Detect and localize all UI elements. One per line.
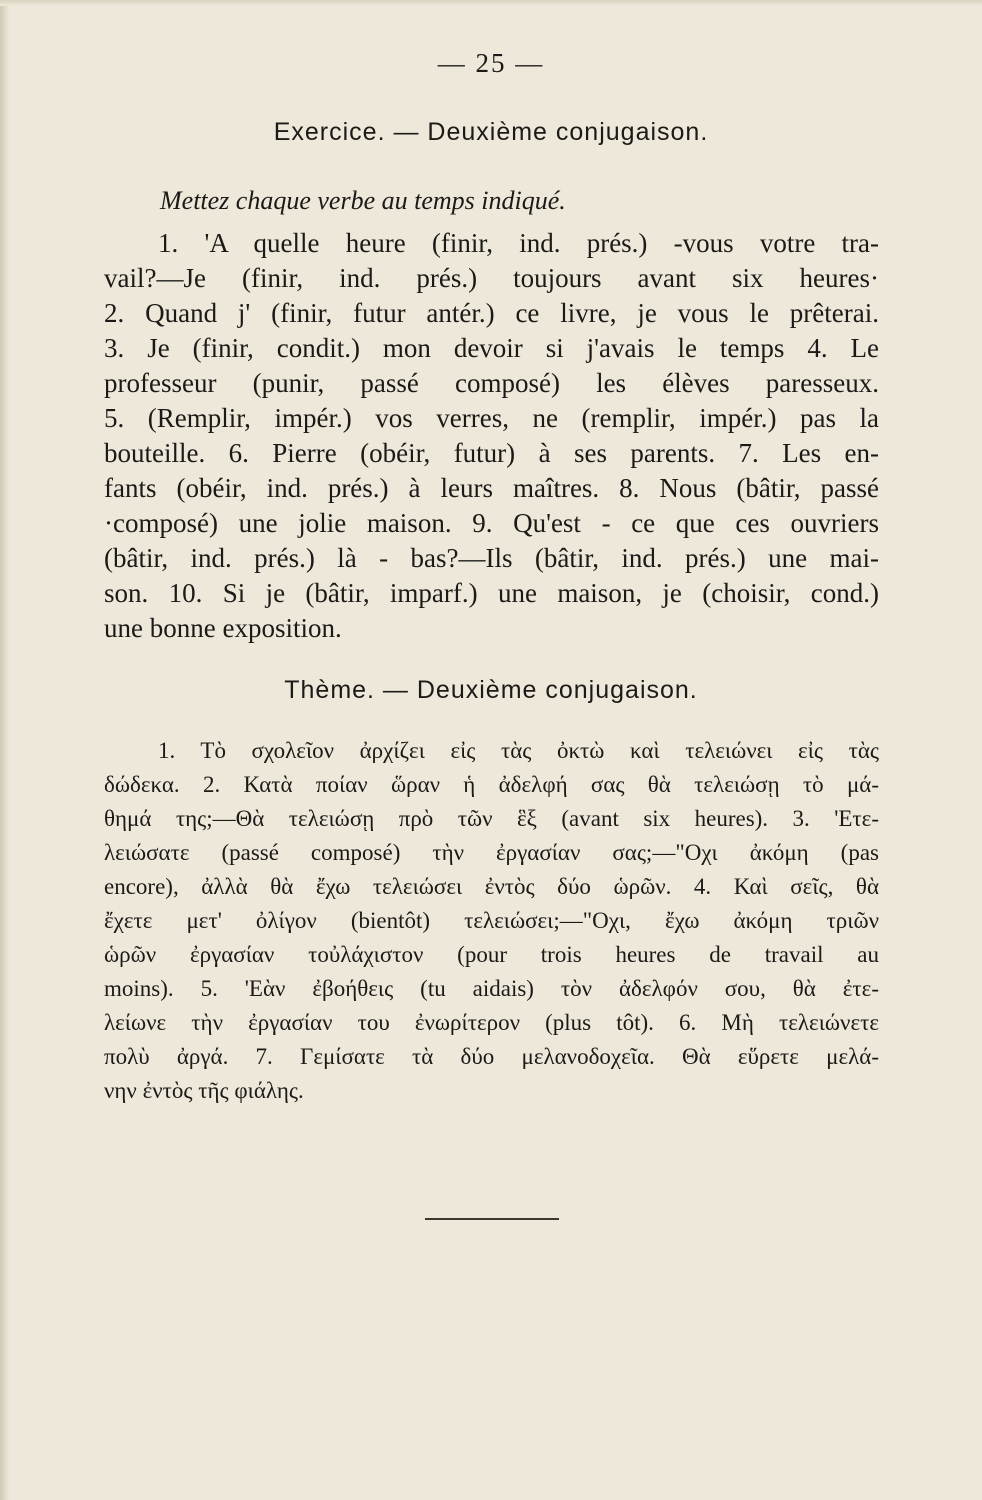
exercise-line: 5. (Remplir, impér.) vos verres, ne (remplir, impér.) pas la <box>104 403 879 433</box>
exercise-line: professeur (punir, passé composé) les élèves paresseux. <box>104 368 879 398</box>
exercise-paragraph <box>104 226 879 646</box>
theme-line: θημά της;—Θὰ τελειώσῃ πρὸ τῶν ἓξ (avant six heures). 3. 'Ετε- <box>104 806 879 831</box>
exercise-line: 2. Quand j' (finir, futur antér.) ce livre, je vous le prêterai. <box>104 298 879 328</box>
theme-heading: Thème. — Deuxième conjugaison. <box>284 676 698 704</box>
page-gutter-shadow <box>0 0 10 1500</box>
page-number: — 25 — <box>437 48 545 78</box>
exercise-line: 3. Je (finir, condit.) mon devoir si j'avais le temps 4. Le <box>104 333 879 363</box>
exercise-instruction: Mettez chaque verbe au temps indiqué. <box>160 186 566 215</box>
theme-line: νην ἐντὸς τῆς φιάλης. <box>104 1078 304 1103</box>
theme-line: 1. Τὸ σχολεῖον ἀρχίζει εἰς τὰς ὀκτὼ καὶ τελειώνει εἰς τὰς <box>158 738 879 763</box>
exercise-line: bouteille. 6. Pierre (obéir, futur) à ses parents. 7. Les en- <box>104 438 879 468</box>
theme-line: moins). 5. 'Εὰν ἐβοήθεις (tu aidais) τὸν ἀδελφόν σου, θὰ ἐτε- <box>104 976 879 1001</box>
exercise-line: une bonne exposition. <box>104 613 342 643</box>
theme-line: πολὺ ἀργά. 7. Γεμίσατε τὰ δύο μελανοδοχεῖα. Θὰ εὕρετε μελά- <box>104 1044 879 1069</box>
exercise-heading: Exercice. — Deuxième conjugaison. <box>273 118 709 146</box>
theme-paragraph <box>104 734 879 1108</box>
exercise-line: (bâtir, ind. prés.) là - bas?—Ils (bâtir, ind. prés.) une mai- <box>104 543 879 573</box>
exercise-line: 1. 'A quelle heure (finir, ind. prés.) -vous votre tra- <box>158 228 879 258</box>
theme-line: encore), ἀλλὰ θὰ ἔχω τελειώσει ἐντὸς δύο ὡρῶν. 4. Καὶ σεῖς, θὰ <box>104 874 879 899</box>
exercise-line: vail?—Je (finir, ind. prés.) toujours avant six heures· <box>104 263 879 293</box>
theme-line: ὡρῶν ἐργασίαν τοὐλάχιστον (pour trois heures de travail au <box>104 942 879 967</box>
exercise-line: fants (obéir, ind. prés.) à leurs maîtres. 8. Nous (bâtir, passé <box>104 473 879 503</box>
theme-line: ἔχετε μετ' ὀλίγον (bientôt) τελειώσει;—"Οχι, ἔχω ἀκόμη τριῶν <box>104 908 879 933</box>
section-end-rule <box>425 1218 559 1220</box>
exercise-line: ·composé) une jolie maison. 9. Qu'est - ce que ces ouvriers <box>104 508 879 538</box>
theme-line: δώδεκα. 2. Κατὰ ποίαν ὥραν ἡ ἀδελφή σας θὰ τελειώσῃ τὸ μά- <box>104 772 879 797</box>
theme-line: λειώσατε (passé composé) τὴν ἐργασίαν σας;—"Οχι ἀκόμη (pas <box>104 840 879 865</box>
exercise-line: son. 10. Si je (bâtir, imparf.) une maison, je (choisir, cond.) <box>104 578 879 608</box>
page-top-shadow <box>0 0 982 6</box>
theme-line: λείωνε τὴν ἐργασίαν του ἐνωρίτερον (plus tôt). 6. Μὴ τελειώνετε <box>104 1010 879 1035</box>
